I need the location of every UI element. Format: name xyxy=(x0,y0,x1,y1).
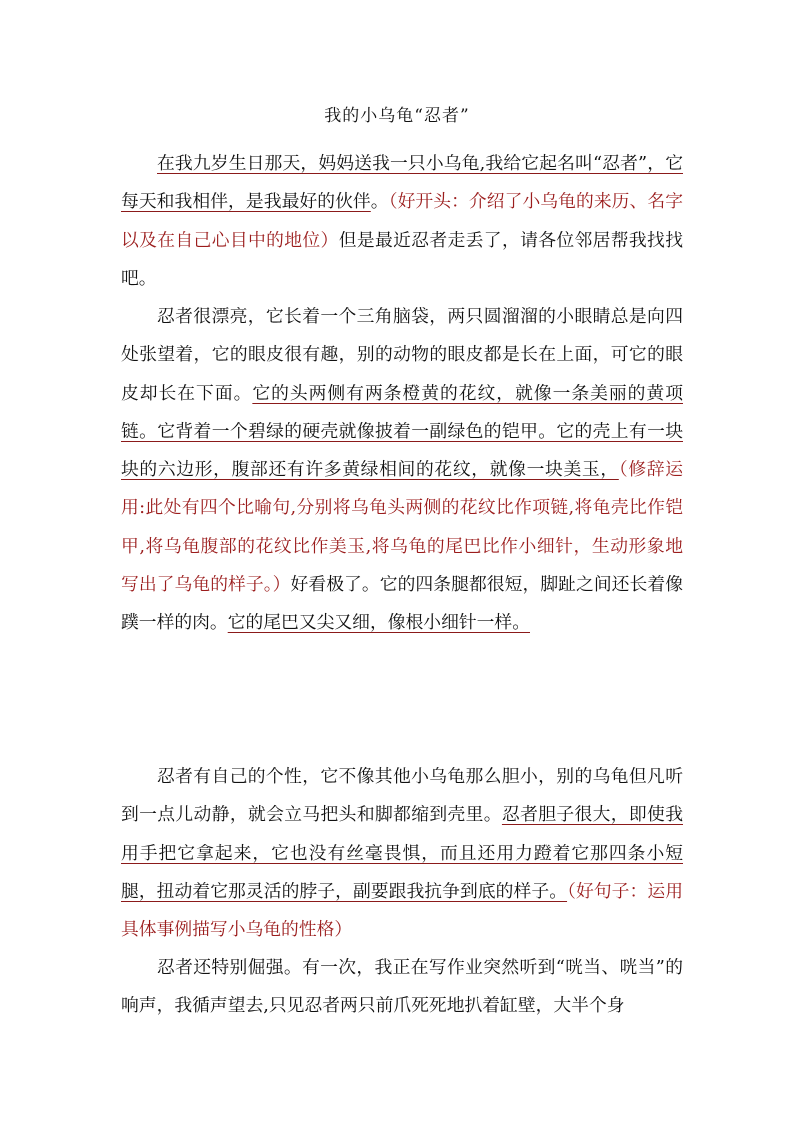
paragraph-text: 忍者有自己的个性，它不像其他小乌龟那么胆小，别的乌龟但凡听到一点儿动静，就会立马把头和脚都缩到壳里。 xyxy=(121,766,683,826)
paragraph-2 xyxy=(121,298,683,643)
underlined-sentence: 忍者胆子很大，即使我用手把它拿起来，它也没有丝毫畏惧，而且还用力蹬着它那四条小短腿，扭动着它那灵活的脖子，副要跟我抗争到底的样子。 xyxy=(121,804,683,902)
annotation-comment: （好开头：介绍了小乌龟的来历、名字以及在自己心目中的地位） xyxy=(121,191,683,251)
paragraph-4 xyxy=(121,949,683,1026)
underlined-sentence: 在我九岁生日那天，妈妈送我一只小乌龟,我给它起名叫“忍者”，它每天和我相伴，是我最好的伙伴 xyxy=(121,153,683,213)
paragraph-text: 忍者很漂亮，它长着一个三角脑袋，两只圆溜溜的小眼睛总是向四处张望着，它的眼皮很有趣，别的动物的眼皮都是长在上面，可它的眼皮却长在下面。 xyxy=(121,306,683,404)
annotation-comment: （修辞运用:此处有四个比喻句,分别将乌龟头两侧的花纹比作项链,将龟壳比作铠甲,将乌龟腹部的花纹比作美玉,将乌龟的尾巴比作小细针，生动形象地写出了乌龟的样子。） xyxy=(121,459,683,596)
paragraph-text: 忍者还特别倔强。有一次，我正在写作业突然听到“咣当、咣当”的响声，我循声望去,只见忍者两只前爪死死地扒着缸壁，大半个身 xyxy=(121,957,683,1017)
annotation-comment: （好句子：运用具体事例描写小乌龟的性格） xyxy=(121,880,683,941)
underlined-sentence: 它的尾巴又尖又细，像根小细针一样。 xyxy=(227,612,530,634)
document-title: 我的小乌龟“忍者” xyxy=(324,106,470,126)
paragraph-text: 。 xyxy=(370,191,389,213)
paragraph-text: 但是最近忍者走丢了，请各位邻居帮我找找吧。 xyxy=(121,229,683,289)
paragraph-1 xyxy=(121,145,683,298)
underlined-sentence: 它的头两侧有两条橙黄的花纹，就像一条美丽的黄项链。它背着一个碧绿的硬壳就像披着一副绿色的铠甲。它的壳上有一块块的六边形，腹部还有许多黄绿相间的花纹，就像一块美玉， xyxy=(121,382,683,481)
paragraph-3 xyxy=(121,758,683,949)
paragraph-text: 好看极了。它的四条腿都很短，脚趾之间还长着像蹼一样的肉。 xyxy=(121,574,683,634)
